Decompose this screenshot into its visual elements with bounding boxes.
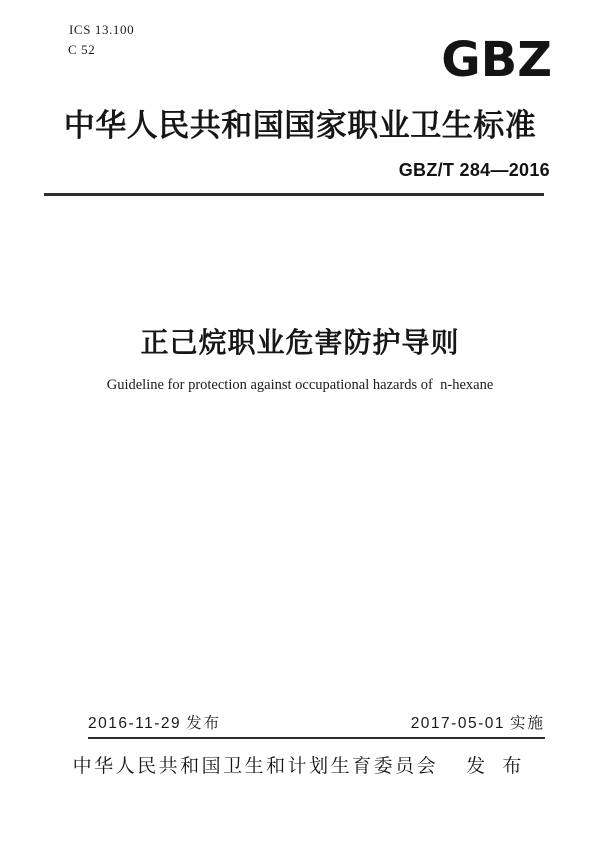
header-divider <box>44 193 544 196</box>
issuer-action: 发 布 <box>466 756 528 777</box>
issue-date: 2016-11-29 <box>88 715 182 732</box>
gbz-logo: GBZ <box>441 32 552 88</box>
issue-date-group <box>88 711 221 733</box>
ics-code: ICS 13.100 <box>69 22 135 37</box>
standard-number: GBZ/T 284—2016 <box>398 160 550 180</box>
category-code: C 52 <box>68 42 96 57</box>
issuer-name: 中华人民共和国卫生和计划生育委员会 <box>72 756 439 777</box>
implement-date: 2017-05-01 <box>410 715 505 732</box>
document-title-chinese: 正己烷职业危害防护导则 <box>140 327 460 358</box>
issuer-row <box>0 751 600 778</box>
document-title-english: Guideline for protection against occupational hazards of n-hexane <box>106 377 494 393</box>
issue-label: 发布 <box>186 715 222 732</box>
implement-date-group <box>411 711 545 733</box>
standard-type-title: 中华人民共和国国家职业卫生标准 <box>63 108 537 143</box>
dates-row <box>88 711 545 739</box>
implement-label: 实施 <box>509 715 545 732</box>
